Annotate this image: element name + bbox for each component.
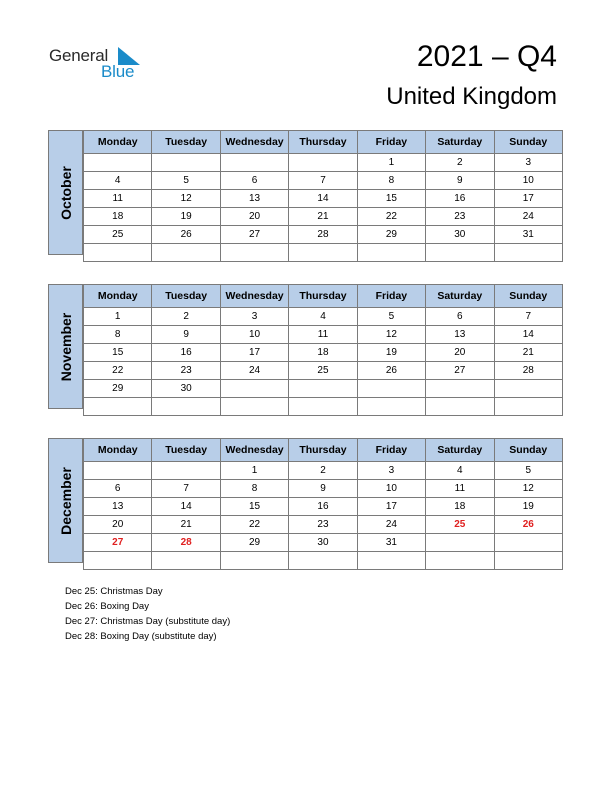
day-cell: 15	[220, 498, 288, 516]
week-row	[84, 398, 563, 416]
month-calendar	[48, 130, 563, 255]
empty-day-cell	[152, 552, 220, 570]
empty-day-cell	[152, 244, 220, 262]
day-cell: 18	[84, 208, 152, 226]
empty-day-cell	[84, 398, 152, 416]
week-row	[84, 498, 563, 516]
holiday-note: Dec 26: Boxing Day	[65, 601, 149, 612]
month-calendar	[48, 438, 563, 563]
empty-day-cell	[84, 462, 152, 480]
day-cell: 24	[357, 516, 425, 534]
day-cell: 6	[220, 172, 288, 190]
day-cell: 21	[289, 208, 357, 226]
weekday-header: Sunday	[494, 285, 562, 308]
day-cell: 22	[84, 362, 152, 380]
day-cell: 31	[357, 534, 425, 552]
weekday-header: Saturday	[426, 285, 494, 308]
page-title: 2021 – Q4	[416, 40, 557, 73]
day-cell: 21	[494, 344, 562, 362]
day-cell: 13	[426, 326, 494, 344]
day-cell: 27	[220, 226, 288, 244]
day-cell: 26	[152, 226, 220, 244]
day-cell: 5	[494, 462, 562, 480]
empty-day-cell	[494, 398, 562, 416]
day-cell: 22	[357, 208, 425, 226]
day-cell: 13	[220, 190, 288, 208]
day-cell: 26	[494, 516, 562, 534]
month-name: December	[57, 466, 74, 535]
day-cell: 24	[220, 362, 288, 380]
day-cell: 7	[152, 480, 220, 498]
empty-day-cell	[494, 552, 562, 570]
day-cell: 18	[426, 498, 494, 516]
weekday-header: Tuesday	[152, 131, 220, 154]
day-cell: 5	[357, 308, 425, 326]
empty-day-cell	[220, 154, 288, 172]
day-cell: 15	[357, 190, 425, 208]
empty-day-cell	[152, 154, 220, 172]
day-cell: 20	[220, 208, 288, 226]
day-cell: 2	[426, 154, 494, 172]
empty-day-cell	[289, 244, 357, 262]
day-cell: 28	[494, 362, 562, 380]
month-name: November	[57, 312, 74, 381]
day-cell: 11	[289, 326, 357, 344]
week-row	[84, 326, 563, 344]
empty-day-cell	[220, 552, 288, 570]
week-row	[84, 308, 563, 326]
empty-day-cell	[289, 398, 357, 416]
day-cell: 23	[289, 516, 357, 534]
day-cell: 12	[152, 190, 220, 208]
empty-day-cell	[220, 244, 288, 262]
empty-day-cell	[220, 380, 288, 398]
weekday-header: Saturday	[426, 439, 494, 462]
day-cell: 2	[289, 462, 357, 480]
weekday-header: Friday	[357, 285, 425, 308]
day-cell: 4	[289, 308, 357, 326]
weekday-header: Wednesday	[220, 285, 288, 308]
day-cell: 24	[494, 208, 562, 226]
day-cell: 22	[220, 516, 288, 534]
day-cell: 16	[426, 190, 494, 208]
empty-day-cell	[426, 398, 494, 416]
day-cell: 26	[357, 362, 425, 380]
week-row	[84, 244, 563, 262]
weekday-header: Monday	[84, 131, 152, 154]
weekday-header: Monday	[84, 439, 152, 462]
month-table	[83, 284, 563, 416]
empty-day-cell	[152, 398, 220, 416]
week-row	[84, 552, 563, 570]
empty-day-cell	[289, 552, 357, 570]
weekday-header: Saturday	[426, 131, 494, 154]
day-cell: 18	[289, 344, 357, 362]
day-cell: 6	[426, 308, 494, 326]
weekday-header: Sunday	[494, 439, 562, 462]
day-cell: 29	[357, 226, 425, 244]
empty-day-cell	[426, 244, 494, 262]
empty-day-cell	[84, 552, 152, 570]
week-row	[84, 344, 563, 362]
week-row	[84, 208, 563, 226]
day-cell: 9	[152, 326, 220, 344]
week-row	[84, 362, 563, 380]
day-cell: 23	[426, 208, 494, 226]
page-subtitle: United Kingdom	[386, 83, 557, 110]
month-calendar	[48, 284, 563, 409]
day-cell: 27	[426, 362, 494, 380]
day-cell: 9	[426, 172, 494, 190]
month-label-column	[48, 438, 83, 563]
weekday-header: Friday	[357, 439, 425, 462]
day-cell: 7	[289, 172, 357, 190]
empty-day-cell	[220, 398, 288, 416]
month-label-column	[48, 130, 83, 255]
week-row	[84, 190, 563, 208]
day-cell: 25	[426, 516, 494, 534]
empty-day-cell	[289, 154, 357, 172]
day-cell: 25	[84, 226, 152, 244]
day-cell: 10	[494, 172, 562, 190]
day-cell: 14	[494, 326, 562, 344]
day-cell: 16	[289, 498, 357, 516]
day-cell: 19	[494, 498, 562, 516]
day-cell: 3	[494, 154, 562, 172]
week-row	[84, 462, 563, 480]
day-cell: 20	[84, 516, 152, 534]
week-row	[84, 380, 563, 398]
day-cell: 17	[220, 344, 288, 362]
day-cell: 9	[289, 480, 357, 498]
empty-day-cell	[494, 380, 562, 398]
day-cell: 17	[494, 190, 562, 208]
month-label-column	[48, 284, 83, 409]
week-row	[84, 516, 563, 534]
day-cell: 28	[289, 226, 357, 244]
empty-day-cell	[84, 244, 152, 262]
week-row	[84, 226, 563, 244]
day-cell: 3	[357, 462, 425, 480]
day-cell: 1	[84, 308, 152, 326]
logo-general-text: General	[49, 46, 109, 65]
weekday-header: Thursday	[289, 285, 357, 308]
day-cell: 17	[357, 498, 425, 516]
day-cell: 4	[426, 462, 494, 480]
empty-day-cell	[357, 552, 425, 570]
month-table	[83, 130, 563, 262]
empty-day-cell	[426, 552, 494, 570]
empty-day-cell	[84, 154, 152, 172]
day-cell: 10	[220, 326, 288, 344]
holiday-note: Dec 27: Christmas Day (substitute day)	[65, 616, 231, 627]
day-cell: 1	[220, 462, 288, 480]
weekday-header: Tuesday	[152, 439, 220, 462]
empty-day-cell	[357, 380, 425, 398]
day-cell: 25	[289, 362, 357, 380]
logo-blue-text: Blue	[101, 62, 135, 81]
weekday-header: Monday	[84, 285, 152, 308]
empty-day-cell	[426, 380, 494, 398]
empty-day-cell	[357, 398, 425, 416]
holiday-note: Dec 28: Boxing Day (substitute day)	[65, 631, 217, 642]
day-cell: 14	[289, 190, 357, 208]
week-row	[84, 154, 563, 172]
day-cell: 12	[494, 480, 562, 498]
day-cell: 30	[289, 534, 357, 552]
day-cell: 23	[152, 362, 220, 380]
day-cell: 11	[84, 190, 152, 208]
day-cell: 10	[357, 480, 425, 498]
day-cell: 3	[220, 308, 288, 326]
day-cell: 2	[152, 308, 220, 326]
day-cell: 6	[84, 480, 152, 498]
day-cell: 8	[84, 326, 152, 344]
weekday-header-row	[84, 439, 563, 462]
weekday-header: Thursday	[289, 439, 357, 462]
day-cell: 19	[357, 344, 425, 362]
week-row	[84, 534, 563, 552]
month-name: October	[57, 165, 74, 220]
day-cell: 30	[152, 380, 220, 398]
weekday-header: Wednesday	[220, 439, 288, 462]
weekday-header: Friday	[357, 131, 425, 154]
day-cell: 8	[220, 480, 288, 498]
day-cell: 11	[426, 480, 494, 498]
weekday-header: Tuesday	[152, 285, 220, 308]
day-cell: 8	[357, 172, 425, 190]
day-cell: 21	[152, 516, 220, 534]
week-row	[84, 480, 563, 498]
day-cell: 14	[152, 498, 220, 516]
day-cell: 12	[357, 326, 425, 344]
weekday-header: Thursday	[289, 131, 357, 154]
week-row	[84, 172, 563, 190]
day-cell: 27	[84, 534, 152, 552]
day-cell: 19	[152, 208, 220, 226]
day-cell: 28	[152, 534, 220, 552]
empty-day-cell	[494, 244, 562, 262]
weekday-header-row	[84, 131, 563, 154]
day-cell: 16	[152, 344, 220, 362]
day-cell: 31	[494, 226, 562, 244]
day-cell: 1	[357, 154, 425, 172]
empty-day-cell	[426, 534, 494, 552]
weekday-header-row	[84, 285, 563, 308]
day-cell: 15	[84, 344, 152, 362]
empty-day-cell	[494, 534, 562, 552]
logo	[49, 44, 149, 84]
holiday-note: Dec 25: Christmas Day	[65, 586, 163, 597]
weekday-header: Wednesday	[220, 131, 288, 154]
empty-day-cell	[152, 462, 220, 480]
day-cell: 7	[494, 308, 562, 326]
day-cell: 20	[426, 344, 494, 362]
day-cell: 30	[426, 226, 494, 244]
day-cell: 29	[84, 380, 152, 398]
day-cell: 5	[152, 172, 220, 190]
day-cell: 13	[84, 498, 152, 516]
day-cell: 4	[84, 172, 152, 190]
empty-day-cell	[357, 244, 425, 262]
empty-day-cell	[289, 380, 357, 398]
weekday-header: Sunday	[494, 131, 562, 154]
holiday-notes	[65, 584, 230, 644]
day-cell: 29	[220, 534, 288, 552]
month-table	[83, 438, 563, 570]
